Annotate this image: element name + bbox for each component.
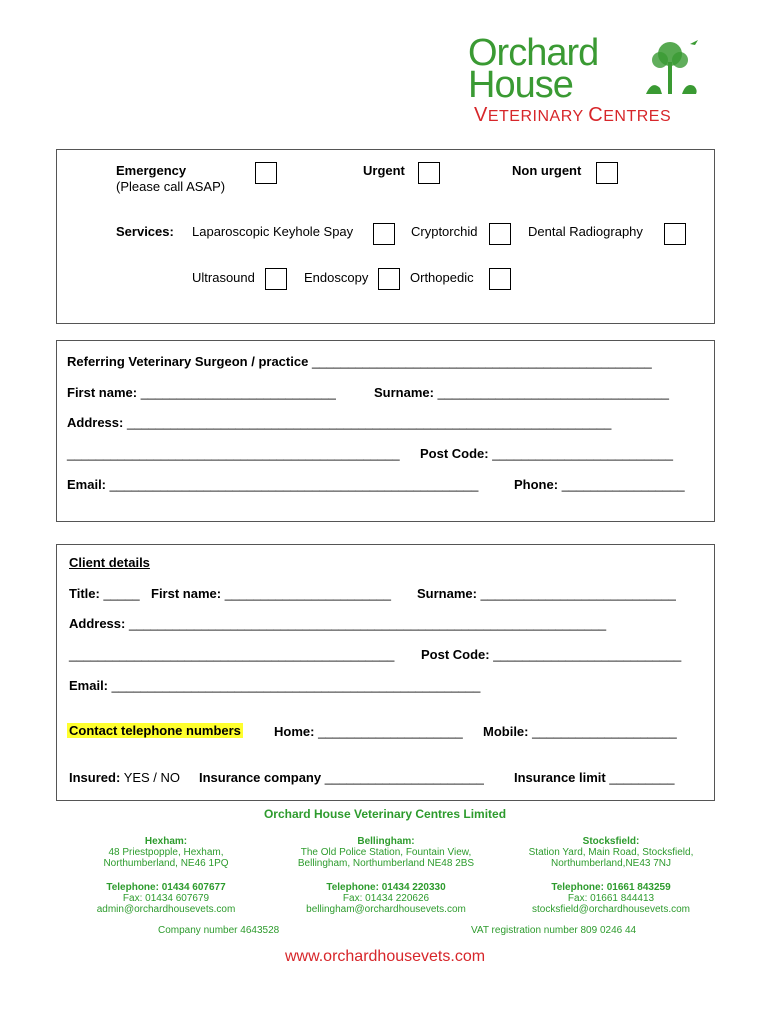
referring-surname-field[interactable]: ________________________________	[437, 385, 669, 400]
mobile-phone-field[interactable]: ____________________	[532, 724, 677, 739]
referring-surname-label: Surname: ________________________________	[374, 385, 669, 400]
footer-hexham: Hexham: 48 Priestpopple, Hexham, Northumberland, NE46 1PQ Telephone: 01434 607677 Fax: 01434 607679 admin@orchardhousevets.com	[60, 836, 272, 915]
referring-address-label: Address: ___________________________________________________________________	[67, 415, 612, 430]
insurance-company-label: Insurance company ______________________	[199, 770, 484, 785]
contact-numbers-label: Contact telephone numbers	[69, 723, 241, 738]
ultrasound-label: Ultrasound	[192, 270, 255, 285]
cryptorchid-checkbox[interactable]	[489, 223, 511, 245]
insurance-limit-label: Insurance limit _________	[514, 770, 675, 785]
referring-postcode-label: Post Code: _________________________	[420, 446, 673, 461]
client-title-label: Title: _____	[69, 586, 140, 601]
bellingham-email-link[interactable]: bellingham@orchardhousevets.com	[306, 904, 466, 915]
endoscopy-checkbox[interactable]	[378, 268, 400, 290]
vat-number: VAT registration number 809 0246 44	[471, 925, 637, 936]
orthopedic-checkbox[interactable]	[489, 268, 511, 290]
client-surname-label: Surname: ___________________________	[417, 586, 676, 601]
referring-first-name-label: First name: ___________________________	[67, 385, 336, 400]
logo-house: House	[468, 64, 573, 106]
referring-address-field-2[interactable]: ______________________________________________	[67, 446, 400, 461]
client-email-field[interactable]: ___________________________________________________	[111, 678, 481, 693]
client-address-field-2[interactable]: _____________________________________________	[69, 647, 395, 662]
logo-orchard: Orchard	[468, 32, 599, 74]
footer-stocksfield: Stocksfield: Station Yard, Main Road, Stocksfield, Northumberland,NE43 7NJ Telephone: 01661 843259 Fax: 01661 844413 stocksfield@orchardhousevets.com	[508, 836, 714, 915]
insurance-limit-field[interactable]: _________	[609, 770, 675, 785]
referring-practice-field[interactable]: _______________________________________________	[311, 354, 652, 369]
laparoscopic-checkbox[interactable]	[373, 223, 395, 245]
mobile-label: Mobile: ____________________	[483, 724, 677, 739]
non-urgent-checkbox[interactable]	[596, 162, 618, 184]
client-box	[56, 544, 715, 801]
ultrasound-checkbox[interactable]	[265, 268, 287, 290]
client-email-label: Email: ___________________________________________________	[69, 678, 481, 693]
insured-row: Insured: YES / NO	[69, 770, 181, 785]
urgent-label: Urgent	[363, 163, 405, 178]
hexham-email-link[interactable]: admin@orchardhousevets.com	[96, 904, 236, 915]
stocksfield-email-link[interactable]: stocksfield@orchardhousevets.com	[532, 904, 690, 915]
cryptorchid-label: Cryptorchid	[411, 224, 478, 239]
website-link[interactable]: www.orchardhousevets.com	[284, 948, 486, 965]
orthopedic-label: Orthopedic	[410, 270, 474, 285]
client-address-field[interactable]: __________________________________________________________________	[128, 616, 607, 631]
logo-subtitle: VETERINARY CENTRES	[474, 104, 672, 126]
referring-first-name-field[interactable]: ___________________________	[140, 385, 336, 400]
footer-bellingham: Bellingham: The Old Police Station, Fountain View, Bellingham, Northumberland NE48 2BS Telephone: 01434 220330 Fax: 01434 220626 bellingham@orchardhousevets.com	[276, 836, 496, 915]
referring-phone-field[interactable]: _________________	[561, 477, 685, 492]
home-label: Home: ____________________	[274, 724, 463, 739]
client-heading: Client details	[69, 555, 150, 570]
referring-phone-label: Phone: _________________	[514, 477, 685, 492]
laparoscopic-label: Laparoscopic Keyhole Spay	[192, 224, 354, 239]
urgent-checkbox[interactable]	[418, 162, 440, 184]
client-postcode-field[interactable]: __________________________	[493, 647, 682, 662]
insured-yes-no[interactable]: YES / NO	[123, 770, 181, 785]
services-label: Services:	[116, 224, 174, 239]
dental-checkbox[interactable]	[664, 223, 686, 245]
endoscopy-label: Endoscopy	[304, 270, 369, 285]
dental-label: Dental Radiography	[528, 224, 643, 239]
client-title-field[interactable]: _____	[103, 586, 140, 601]
emergency-label: Emergency	[116, 163, 187, 178]
home-phone-field[interactable]: ____________________	[318, 724, 463, 739]
referring-email-label: Email: ___________________________________________________	[67, 477, 479, 492]
client-address-label: Address: __________________________________________________________________	[69, 616, 607, 631]
client-first-name-field[interactable]: _______________________	[224, 586, 391, 601]
client-first-name-label: First name: _______________________	[151, 586, 391, 601]
insurance-company-field[interactable]: ______________________	[324, 770, 484, 785]
referring-title: Referring Veterinary Surgeon / practice _______________________________________________	[67, 354, 652, 369]
referring-postcode-field[interactable]: _________________________	[492, 446, 673, 461]
non-urgent-label: Non urgent	[512, 163, 582, 178]
referring-address-field[interactable]: ___________________________________________________________________	[126, 415, 612, 430]
client-postcode-label: Post Code: __________________________	[421, 647, 682, 662]
footer-company-name: Orchard House Veterinary Centres Limited	[263, 807, 507, 821]
tree-icon	[640, 36, 704, 100]
emergency-checkbox[interactable]	[255, 162, 277, 184]
company-number: Company number 4643528	[158, 925, 280, 936]
client-surname-field[interactable]: ___________________________	[480, 586, 676, 601]
referring-email-field[interactable]: ___________________________________________________	[109, 477, 479, 492]
emergency-note: (Please call ASAP)	[116, 179, 226, 194]
